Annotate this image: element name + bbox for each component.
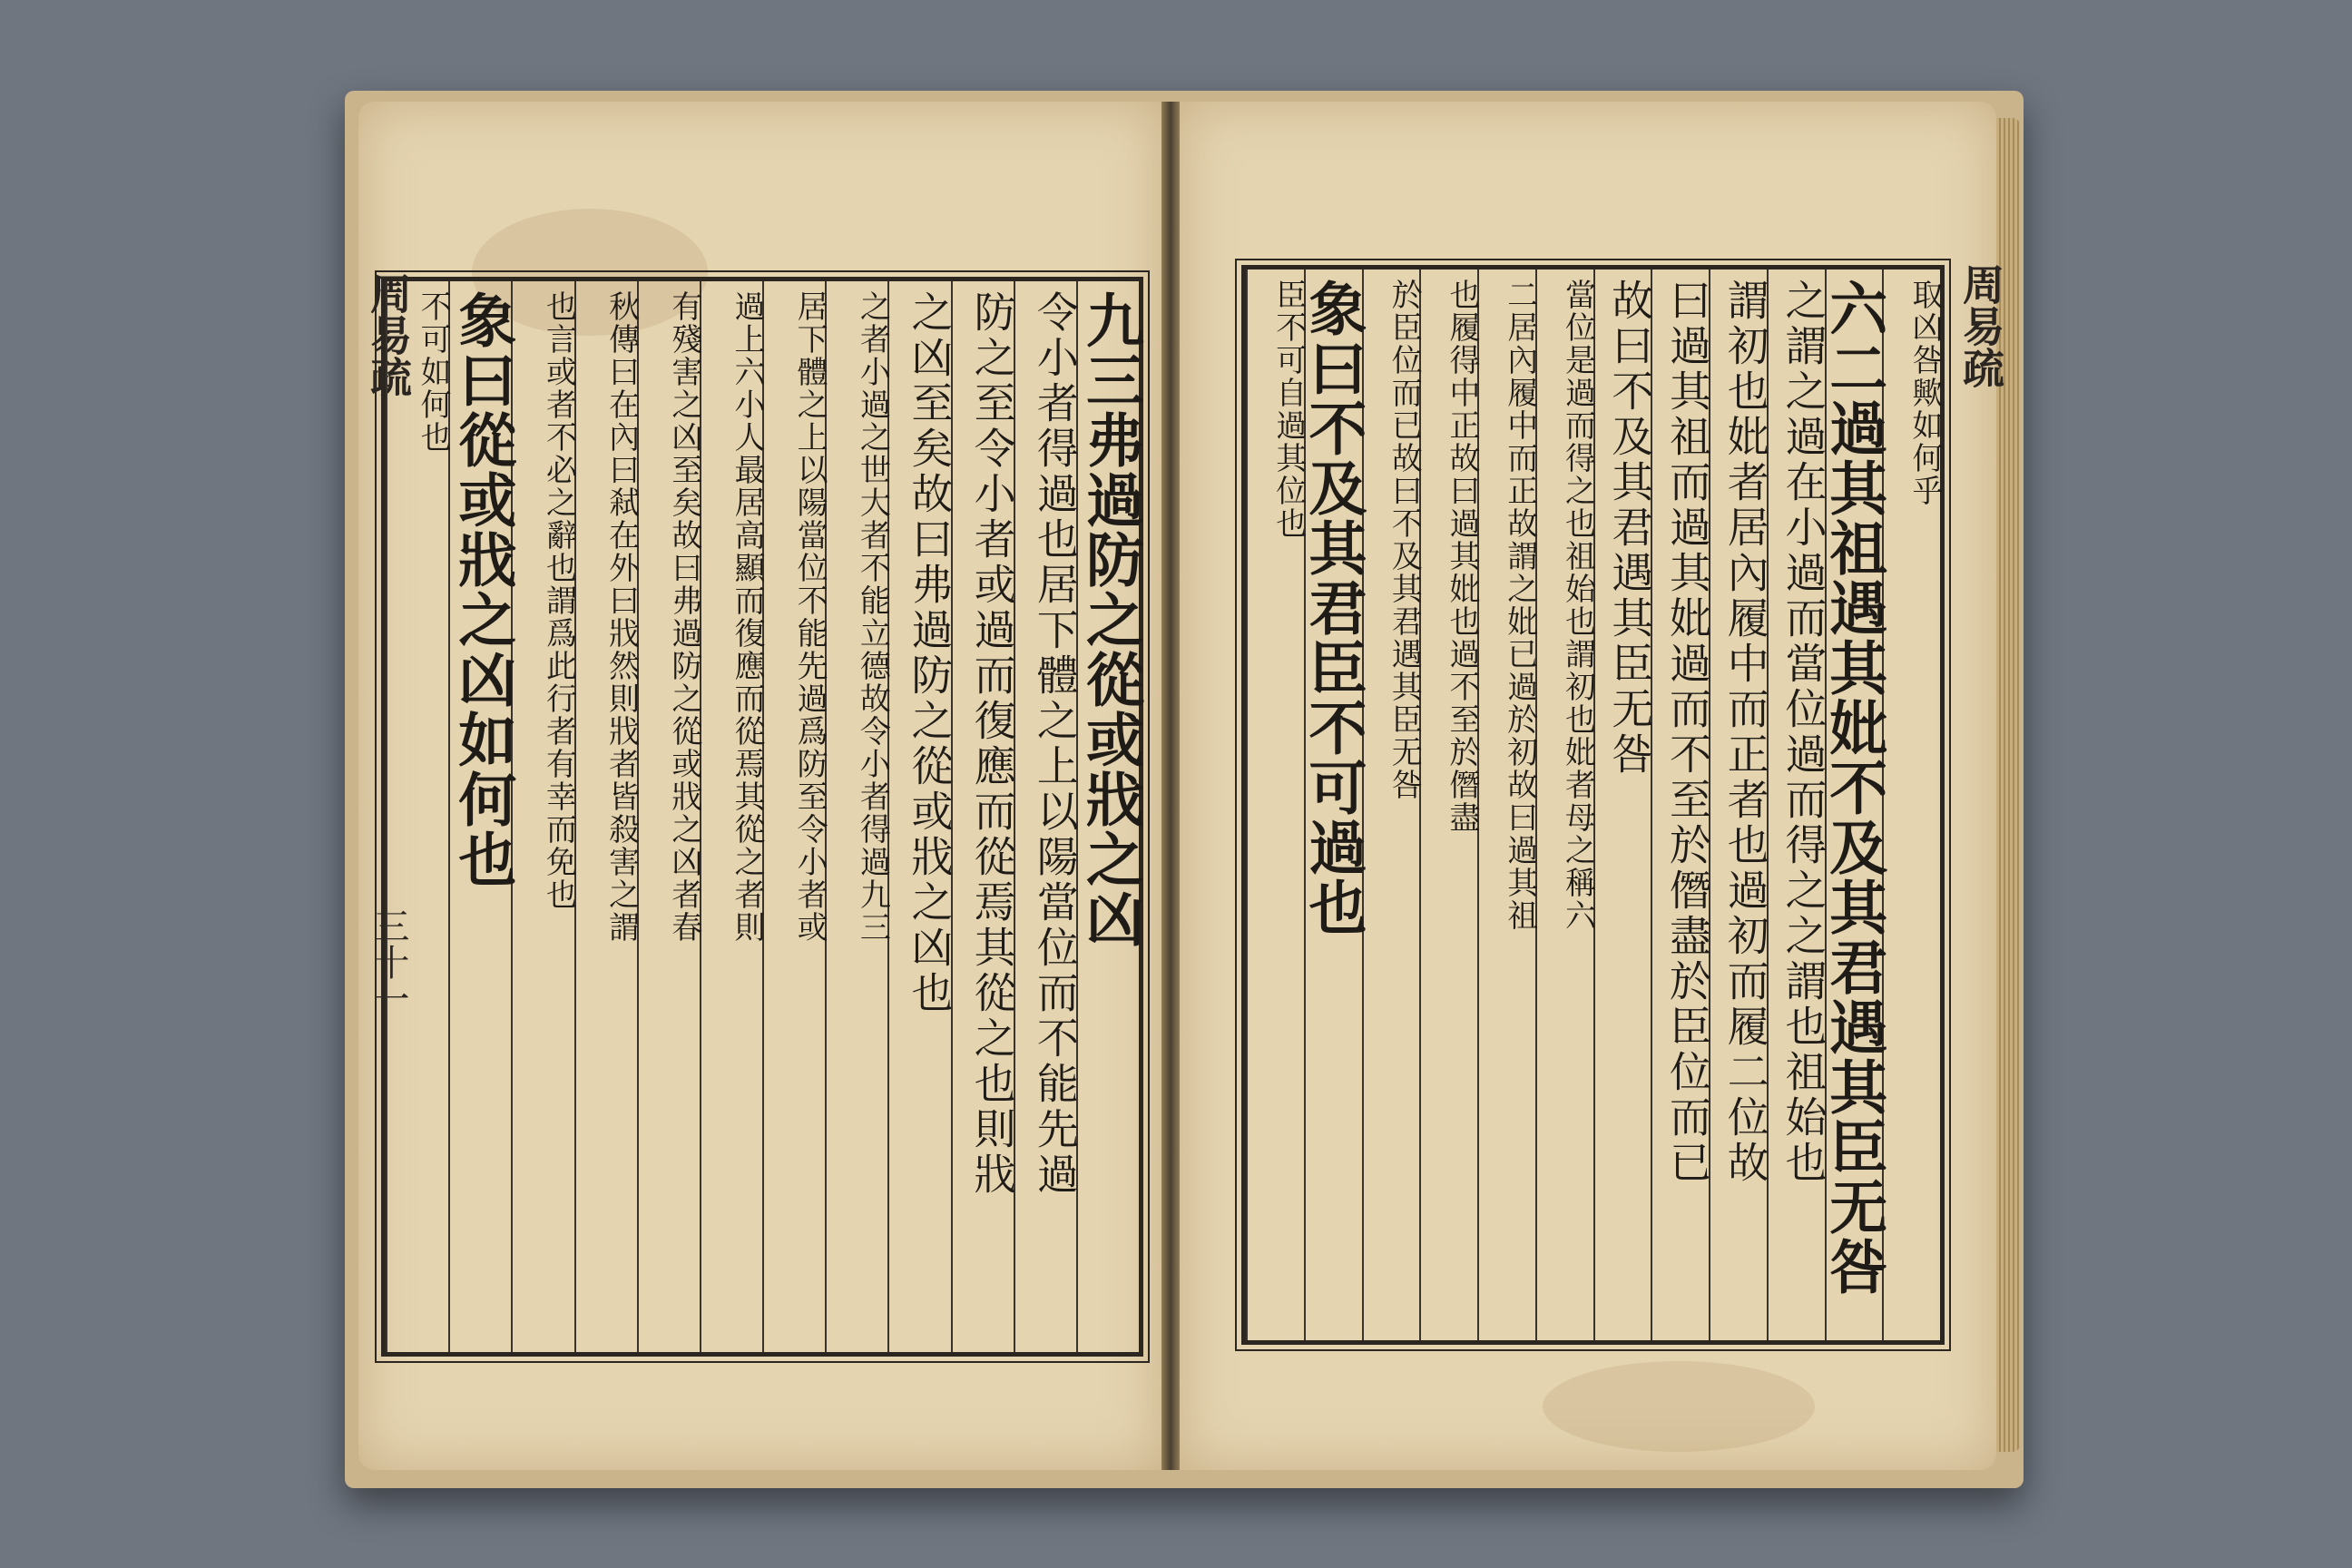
left-folio-number: 三十一	[368, 907, 409, 1016]
text-column: 象曰不及其君臣不可過也	[1304, 270, 1362, 1340]
text-column: 也履得中正故曰過其妣也過不至於僭盡	[1419, 270, 1477, 1340]
text-column: 於臣位而已故曰不及其君遇其臣无咎	[1362, 270, 1420, 1340]
text-column: 秋傳曰在內曰弒在外曰戕然則戕者皆殺害之謂	[574, 281, 637, 1352]
text-column: 謂初也妣者居內履中而正者也過初而履二位故	[1709, 270, 1767, 1340]
text-column: 故曰不及其君遇其臣无咎	[1593, 270, 1651, 1340]
text-column: 之凶至矣故曰弗過防之從或戕之凶也	[887, 281, 950, 1352]
text-column: 令小者得過也居下體之上以陽當位而不能先過	[1014, 281, 1076, 1352]
text-column: 曰過其祖而過其妣過而不至於僭盡於臣位而已	[1651, 270, 1709, 1340]
left-margin-title: 周易疏	[364, 272, 413, 397]
right-text-block	[1241, 265, 1945, 1345]
left-text-block	[381, 277, 1143, 1357]
right-margin-title: 周易疏	[1956, 263, 2005, 388]
text-column: 不可如何也	[386, 281, 448, 1352]
text-column: 六二過其祖遇其妣不及其君遇其臣无咎	[1825, 270, 1883, 1340]
book-spine-gutter	[1161, 102, 1180, 1470]
text-column: 防之至令小者或過而復應而從焉其從之也則戕	[951, 281, 1014, 1352]
text-column: 臣不可自過其位也	[1246, 270, 1304, 1340]
text-column: 之謂之過在小過而當位過而得之之謂也祖始也	[1767, 270, 1825, 1340]
text-column: 也言或者不必之辭也謂爲此行者有幸而免也	[511, 281, 573, 1352]
text-column: 居下體之上以陽當位不能先過爲防至令小者或	[762, 281, 825, 1352]
text-column: 有殘害之凶至矣故曰弗過防之從或戕之凶者春	[637, 281, 700, 1352]
text-column: 九三弗過防之從或戕之凶	[1076, 281, 1139, 1352]
text-column: 二居內履中而正故謂之妣已過於初故曰過其祖	[1477, 270, 1535, 1340]
text-column: 象曰從或戕之凶如何也	[448, 281, 511, 1352]
text-column: 取凶咎歟如何乎	[1882, 270, 1940, 1340]
paper-stain	[1543, 1361, 1815, 1452]
text-column: 當位是過而得之也祖始也謂初也妣者母之稱六	[1535, 270, 1593, 1340]
text-column: 之者小過之世大者不能立德故令小者得過九三	[825, 281, 887, 1352]
text-column: 過上六小人最居高顯而復應而從焉其從之者則	[700, 281, 762, 1352]
